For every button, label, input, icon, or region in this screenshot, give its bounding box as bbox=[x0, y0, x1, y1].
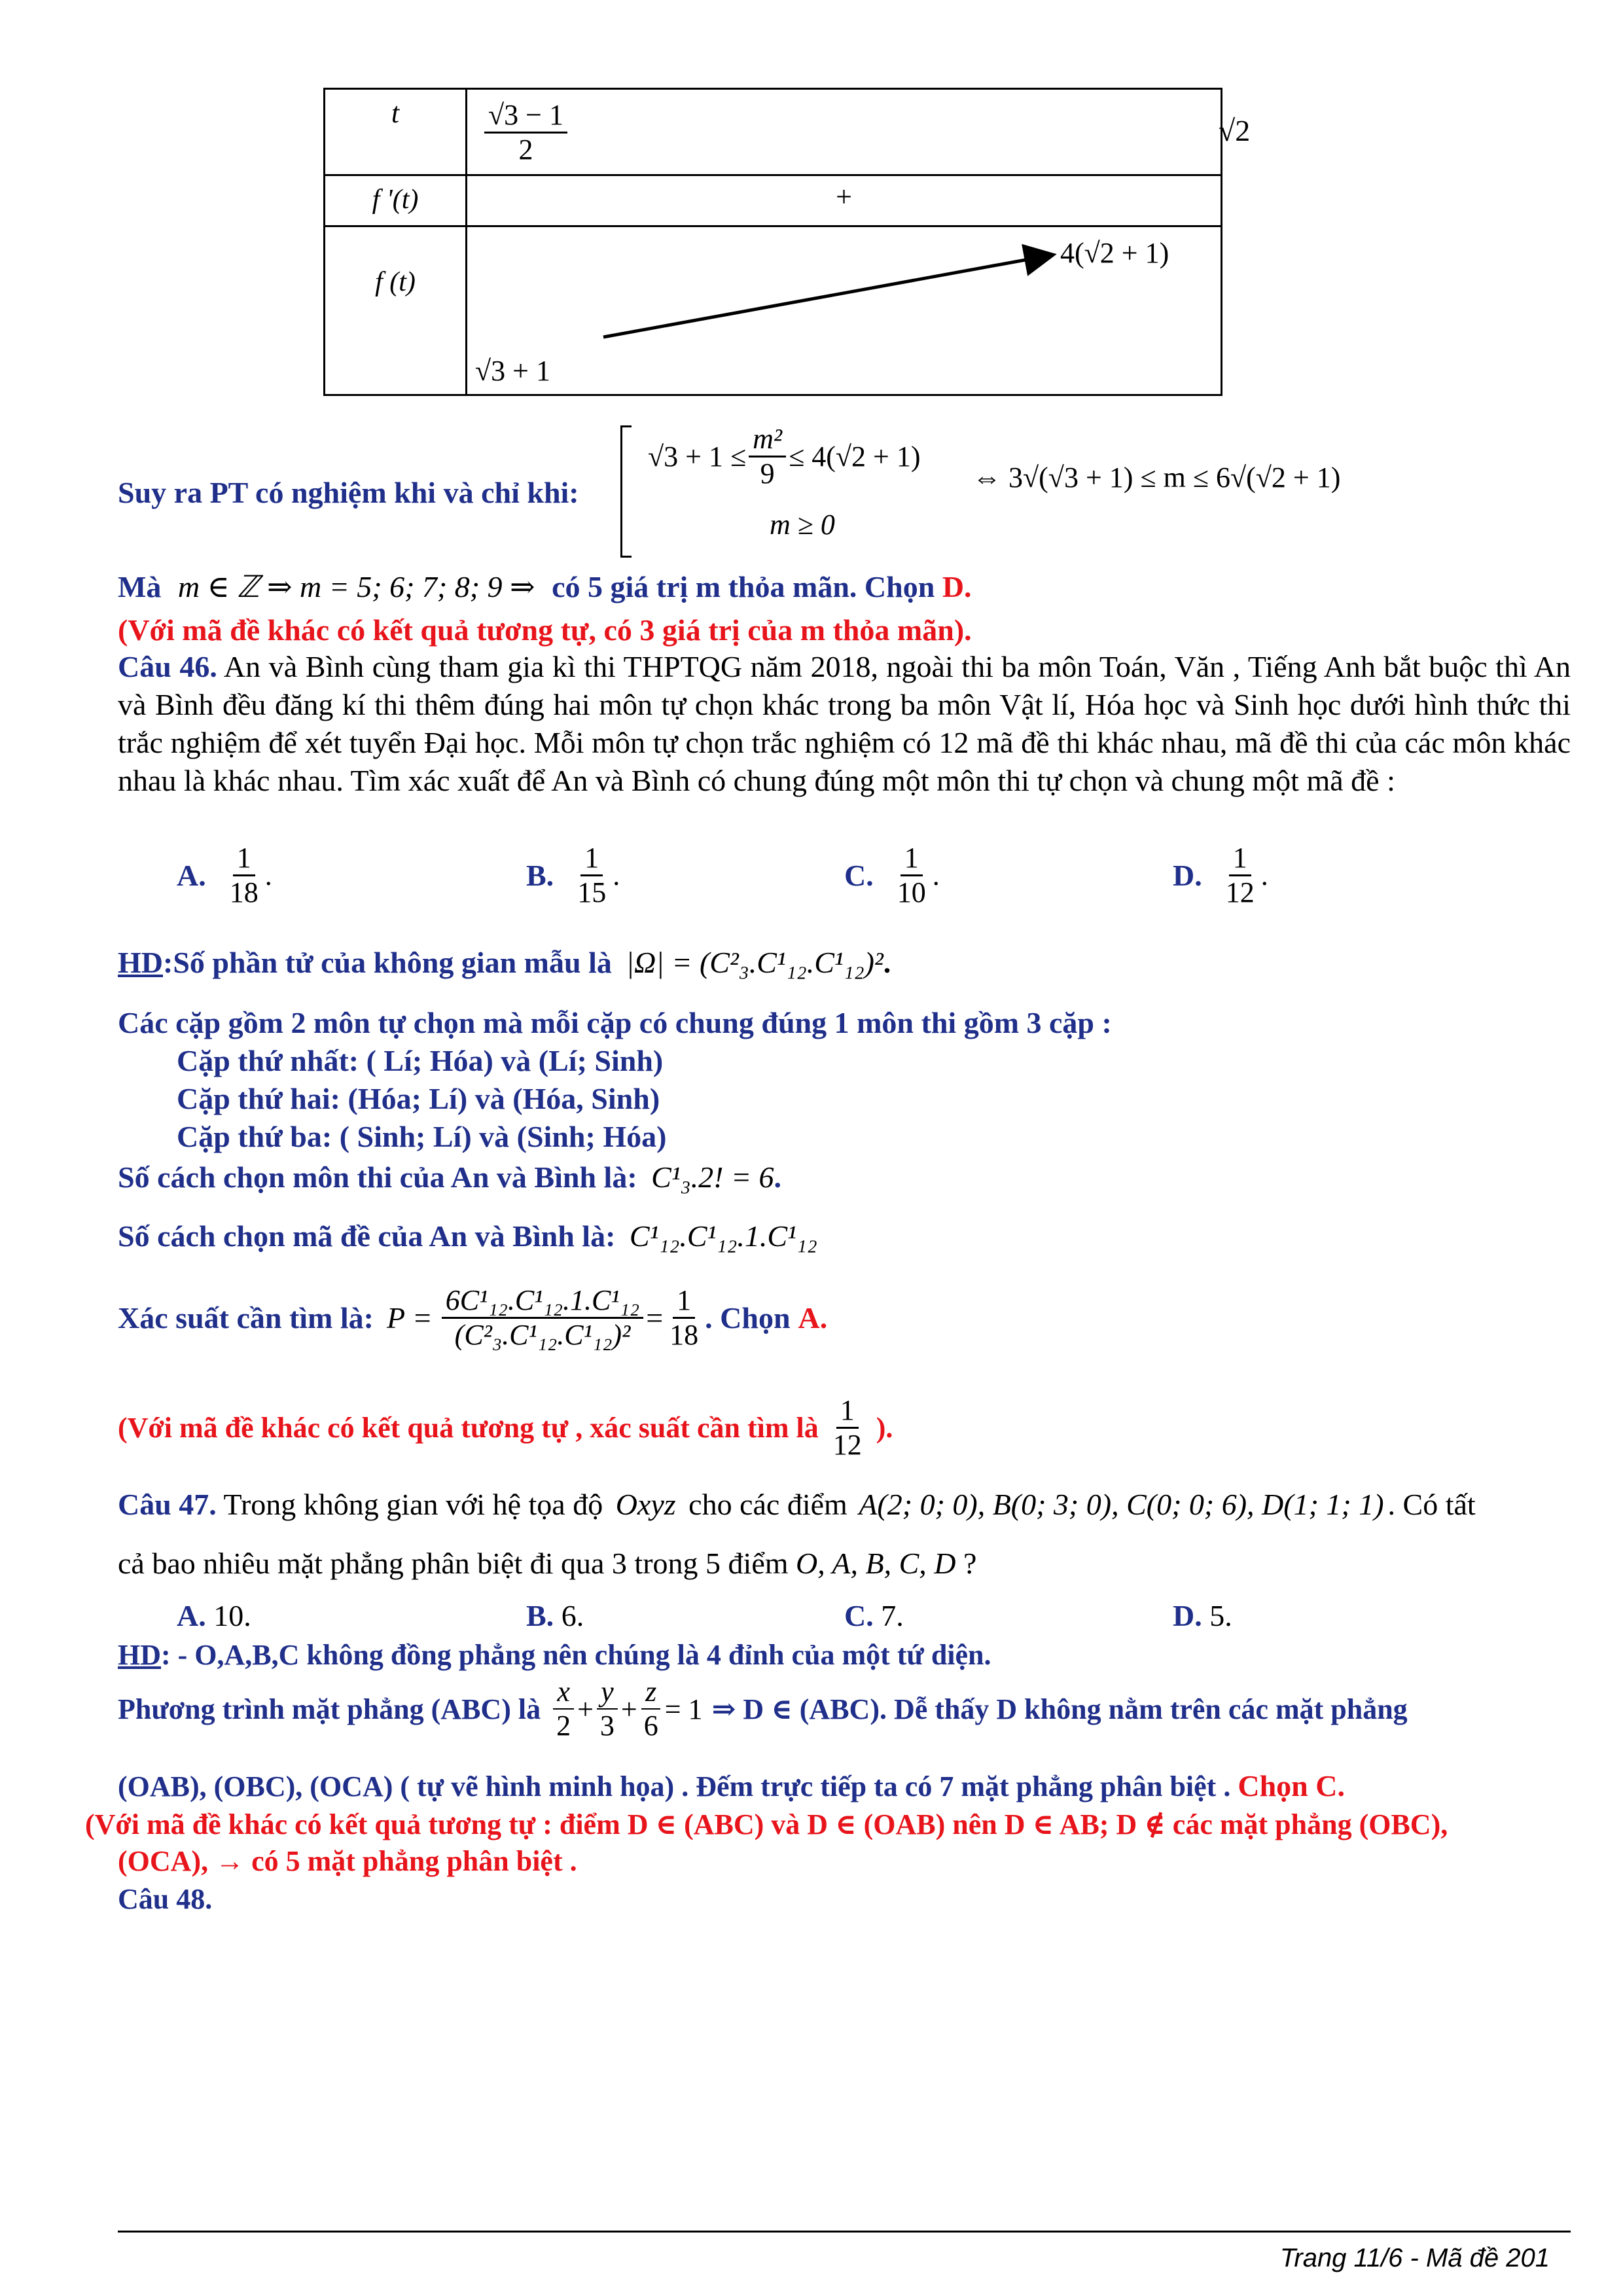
row-label-fprime: f '(t) bbox=[325, 175, 467, 226]
row-label-f: f (t) bbox=[325, 226, 467, 395]
page-footer: Trang 11/6 - Mã đề 201 bbox=[1279, 2244, 1550, 2272]
hd46-pair-2: Cặp thứ hai: (Hóa; Lí) và (Hóa, Sinh) bbox=[177, 1082, 660, 1115]
q47-options bbox=[177, 1597, 1551, 1636]
condition-m-nonneg: m ≥ 0 bbox=[770, 509, 835, 541]
q47-option-c[interactable]: C. 7. bbox=[844, 1599, 904, 1632]
note-47-line1: (Với mã đề khác có kết quả tương tự : điểm D ∈ (ABC) và D ∈ (OAB) nên D ∈ AB; D ∉ các mặt phẳng (OBC), bbox=[85, 1808, 1448, 1840]
hd46-line2: Các cặp gồm 2 môn tự chọn mà mỗi cặp có chung đúng 1 môn thi gồm 3 cặp : bbox=[118, 1006, 1112, 1039]
q47-option-a[interactable]: A. 10. bbox=[177, 1599, 251, 1632]
q47-option-b[interactable]: B. 6. bbox=[526, 1599, 584, 1632]
hd47-line3: (OAB), (OBC), (OCA) ( tự vẽ hình minh họa) . Đếm trực tiếp ta có 7 mặt phẳng phân biệt . Chọn C. bbox=[118, 1769, 1345, 1803]
hd46-line1: HD:Số phần tử của không gian mẫu là |Ω| = (C²₃.C¹₁₂.C¹₁₂)². bbox=[118, 946, 891, 979]
note-45: (Với mã đề khác có kết quả tương tự, có 3 giá trị của m thỏa mãn). bbox=[118, 613, 972, 647]
t-left-value: $\frac{√3 - 1}{2}$ bbox=[484, 99, 567, 166]
question-47-line2: cả bao nhiêu mặt phẳng phân biệt đi qua 3 trong 5 điểm O, A, B, C, D ? bbox=[118, 1547, 977, 1580]
ma-line: Mà m ∈ ℤ ⇒ m = 5; 6; 7; 8; 9 ⇒ có 5 giá trị m thỏa mãn. Chọn D. bbox=[118, 570, 972, 603]
q46-option-b[interactable]: B. $\frac{1}{15}$ . bbox=[526, 842, 620, 908]
f-bottom-value: √3 + 1 bbox=[475, 355, 550, 387]
question-46: Câu 46. An và Bình cùng tham gia kì thi THPTQG năm 2018, ngoài thi ba môn Toán, Văn , Tiếng Anh bắt buộc thì An và Bình đều đăng kí thi thêm đúng hai môn tự chọn khác trong ba môn Vật lí, Hóa học và Sinh học dưới hình thức thi trắc nghiệm để xét tuyển Đại học. Mỗi môn tự chọn trắc nghiệm có 12 mã đề thi khác nhau, mã đề thi của các môn khác nhau là khác nhau. Tìm xác xuất để An và Bình có chung đúng một môn thi tự chọn và chung một mã đề : bbox=[118, 650, 1571, 797]
increasing-arrow-icon bbox=[467, 227, 1363, 396]
f-top-value: 4(√2 + 1) bbox=[1060, 237, 1169, 269]
fprime-sign-cell bbox=[467, 175, 1222, 226]
f-values-cell bbox=[467, 226, 1222, 395]
condition-lead: Suy ra PT có nghiệm khi và chỉ khi: bbox=[118, 476, 579, 509]
q47-option-d[interactable]: D. 5. bbox=[1173, 1599, 1232, 1632]
hd46-line3: Số cách chọn môn thi của An và Bình là: C¹₃.2! = 6. bbox=[118, 1160, 781, 1194]
condition-equivalence: ⇔ 3√(√3 + 1) ≤ m ≤ 6√(√2 + 1) bbox=[972, 461, 1341, 493]
system-brace bbox=[620, 425, 632, 558]
q46-option-a[interactable]: A. $\frac{1}{18}$ . bbox=[177, 842, 272, 908]
condition-inequality: √3 + 1 ≤ $\frac{\text{m²}}{9}$ ≤ 4(√2 + 1) bbox=[648, 423, 921, 490]
hd47-line1: HD: - O,A,B,C không đồng phẳng nên chúng là 4 đỉnh của một tứ diện. bbox=[118, 1639, 991, 1671]
hd46-pair-1: Cặp thứ nhất: ( Lí; Hóa) và (Lí; Sinh) bbox=[177, 1044, 664, 1077]
fprime-sign: + bbox=[836, 181, 852, 213]
footer-rule bbox=[118, 2231, 1571, 2233]
row-label-t: t bbox=[325, 89, 467, 175]
q46-option-c[interactable]: C. $\frac{1}{10}$ . bbox=[844, 842, 940, 908]
note-46: (Với mã đề khác có kết quả tương tự , xác suất cần tìm là $\frac{1}{12}$ ). bbox=[118, 1394, 893, 1461]
hd46-line5: Xác suất cần tìm là: P = $\frac{\text{6C¹₁₂.C¹₁₂.1.C¹₁₂}}{\text{(C²₃.C¹₁₂.C¹₁₂)²}}$ = $\frac{1}{18}$ . Chọn A. bbox=[118, 1284, 828, 1351]
question-48-label: Câu 48. bbox=[118, 1883, 213, 1915]
variation-table bbox=[323, 88, 1251, 396]
note-47-line2: (OCA), → có 5 mặt phẳng phân biệt . bbox=[118, 1845, 577, 1877]
hd46-pair-3: Cặp thứ ba: ( Sinh; Lí) và (Sinh; Hóa) bbox=[177, 1120, 667, 1153]
hd47-line2: Phương trình mặt phẳng (ABC) là $\frac{x}{2}$ + $\frac{y}{3}$ + $\frac{z}{6}$ = 1 ⇒ D ∈ (ABC). Dễ thấy D không nằm trên các mặt phẳng bbox=[118, 1676, 1408, 1742]
q46-option-d[interactable]: D. $\frac{1}{12}$ . bbox=[1173, 842, 1268, 908]
t-values-cell bbox=[467, 89, 1251, 175]
question-47-line1: Câu 47. Trong không gian với hệ tọa độ Oxyz cho các điểm A(2; 0; 0), B(0; 3; 0), C(0; 0; 6), D(1; 1; 1) . Có tất bbox=[118, 1488, 1476, 1521]
t-right-value: √2 bbox=[1219, 114, 1251, 147]
q46-options bbox=[177, 842, 1551, 914]
hd46-line4: Số cách chọn mã đề của An và Bình là: C¹₁₂.C¹₁₂.1.C¹₁₂ bbox=[118, 1219, 817, 1253]
